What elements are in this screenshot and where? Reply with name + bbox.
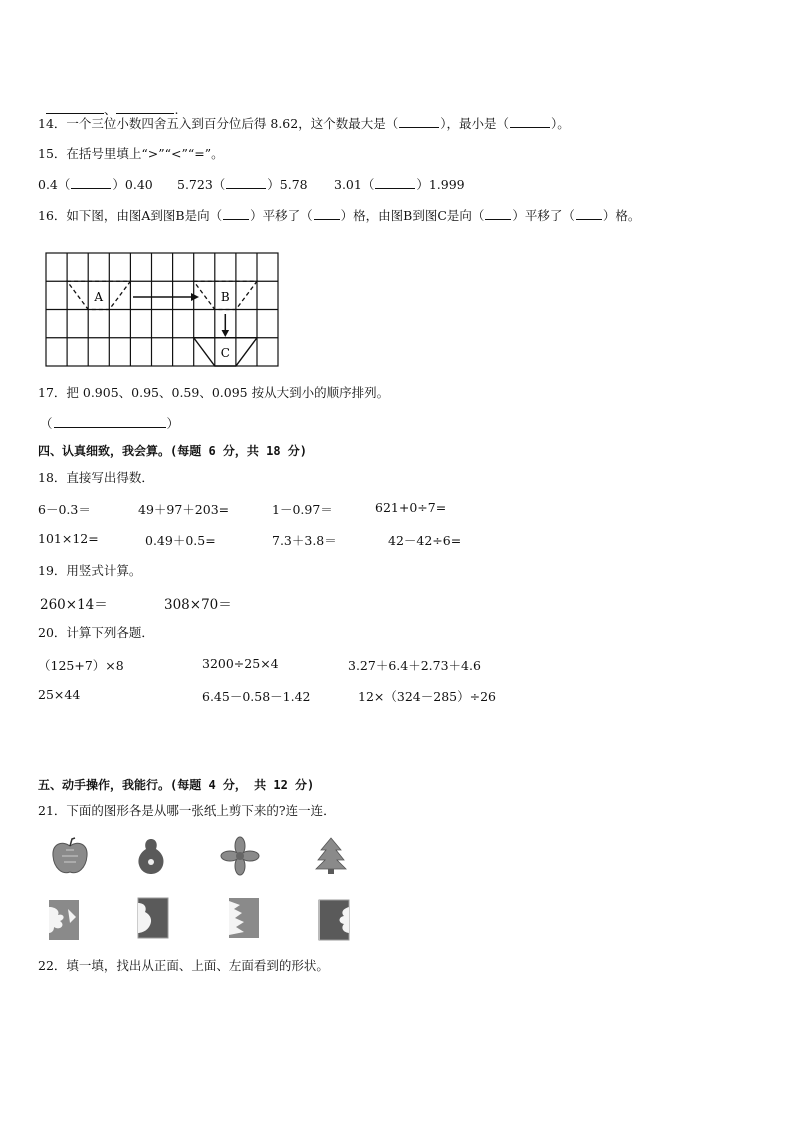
calc-item: 3.27＋6.4＋2.73＋4.6 — [348, 658, 481, 673]
question-19-title: 19．用竖式计算。 — [38, 563, 142, 578]
calc-item: 101×12= — [38, 531, 99, 546]
answer-blank[interactable] — [226, 178, 266, 189]
calc-item: 25×44 — [38, 687, 81, 702]
answer-blank[interactable] — [223, 209, 249, 220]
calc-item: 42－42÷6= — [388, 533, 462, 548]
answer-blank[interactable] — [510, 117, 550, 128]
label-c: C — [220, 346, 230, 360]
answer-blank[interactable] — [54, 417, 166, 428]
calc-item: 308×70＝ — [164, 597, 232, 613]
calc-item: 1－0.97＝ — [272, 502, 333, 517]
question-14: 14．一个三位小数四舍五入到百分位后得 8.62，这个数最大是（ ），最小是（ ）。 — [38, 116, 570, 131]
paper-cut-2-icon — [135, 895, 171, 941]
question-15-item: 0.4（ ）0.40 — [38, 177, 153, 192]
paper-cut-1-icon — [46, 897, 82, 943]
question-15-title: 15．在括号里填上“>”“<”“=”。 — [38, 146, 224, 161]
calc-item: 12×（324－285）÷26 — [358, 689, 496, 704]
calc-item: （125+7）×8 — [38, 658, 124, 673]
answer-blank[interactable] — [314, 209, 340, 220]
answer-blank[interactable] — [399, 117, 439, 128]
tree-icon — [313, 836, 349, 876]
answer-blank[interactable] — [485, 209, 511, 220]
question-20-title: 20．计算下列各题． — [38, 625, 154, 640]
question-16: 16．如下图，由图A到图B是向（ ）平移了（ ）格，由图B到图C是向（ ）平移了（ ）格。 — [38, 208, 641, 223]
flower-icon — [220, 836, 260, 876]
calc-item: 6－0.3＝ — [38, 502, 91, 517]
translation-grid-figure — [45, 252, 281, 368]
question-17: 17．把 0.905、0.95、0.59、0.095 按从大到小的顺序排列。 — [38, 385, 390, 400]
question-21-title: 21．下面的图形各是从哪一张纸上剪下来的?连一连． — [38, 803, 336, 818]
calc-item: 3200÷25×4 — [202, 656, 279, 671]
question-15-item: 5.723（ ）5.78 — [177, 177, 308, 192]
calc-item: 621+0÷7= — [375, 500, 447, 515]
paper-cut-3-icon — [226, 895, 262, 941]
grid-lines — [46, 253, 278, 366]
question-17-answer: （ ） — [40, 416, 180, 431]
calc-item: 6.45－0.58－1.42 — [202, 689, 311, 704]
label-a: A — [94, 290, 104, 304]
question-15-item: 3.01（ ）1.999 — [334, 177, 465, 192]
calc-item: 49＋97＋203= — [138, 502, 230, 517]
label-b: B — [220, 290, 230, 304]
section-4-title: 四、认真细致，我会算。(每题 6 分，共 18 分) — [38, 444, 308, 458]
section-5-title: 五、动手操作，我能行。(每题 4 分， 共 12 分) — [38, 778, 315, 792]
calc-item: 0.49＋0.5= — [145, 533, 216, 548]
apple-icon — [50, 836, 90, 876]
answer-blank[interactable] — [576, 209, 602, 220]
answer-blanks-line: 、 . — [38, 86, 178, 118]
answer-blank[interactable] — [375, 178, 415, 189]
answer-blank[interactable] — [71, 178, 111, 189]
calc-item: 7.3＋3.8＝ — [272, 533, 337, 548]
calc-item: 260×14＝ — [40, 597, 108, 613]
paper-cut-4-icon — [316, 897, 352, 943]
gourd-icon — [133, 836, 169, 876]
question-22-title: 22．填一填，找出从正面、上面、左面看到的形状。 — [38, 958, 329, 973]
question-18-title: 18．直接写出得数． — [38, 470, 154, 485]
answer-blank[interactable] — [116, 103, 174, 114]
answer-blank[interactable] — [46, 103, 104, 114]
